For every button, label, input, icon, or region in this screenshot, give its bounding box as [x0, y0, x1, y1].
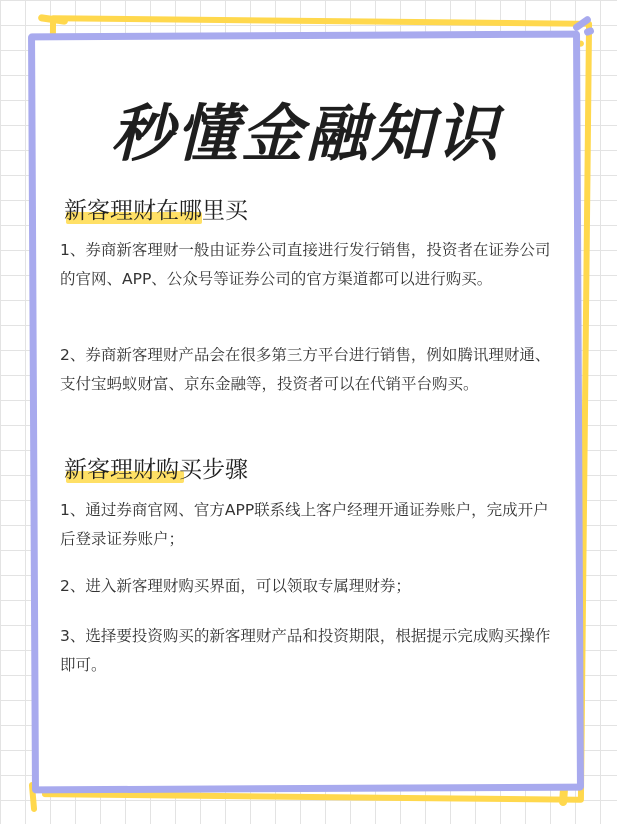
paragraph-step-2: 2、进入新客理财购买界面，可以领取专属理财券；	[60, 577, 411, 595]
section-heading-where-to-buy	[64, 192, 248, 225]
paragraph-step-3: 3、选择要投资购买的新客理财产品和投资期限，根据提示完成购买操作即可。	[60, 627, 551, 674]
paragraph-where-1: 1、券商新客理财一般由证券公司直接进行发行销售，投资者在证券公司的官网、APP、公众号等证券公司的官方渠道都可以进行购买。	[60, 241, 551, 288]
section-heading-text: 新客理财购买步骤	[64, 457, 248, 483]
section-heading-purchase-steps	[64, 451, 248, 484]
corner-accent-mark	[583, 27, 595, 37]
section-heading-text: 新客理财在哪里买	[64, 198, 248, 224]
page-title: 秒懂金融知识	[110, 97, 501, 170]
paragraph-where-2: 2、券商新客理财产品会在很多第三方平台进行销售，例如腾讯理财通、支付宝蚂蚁财富、京东金融等，投资者可以在代销平台购买。	[60, 346, 551, 393]
paragraph-step-1: 1、通过券商官网、官方APP联系线上客户经理开通证券账户，完成开户后登录证券账户；	[60, 501, 549, 548]
card-content	[30, 32, 582, 792]
